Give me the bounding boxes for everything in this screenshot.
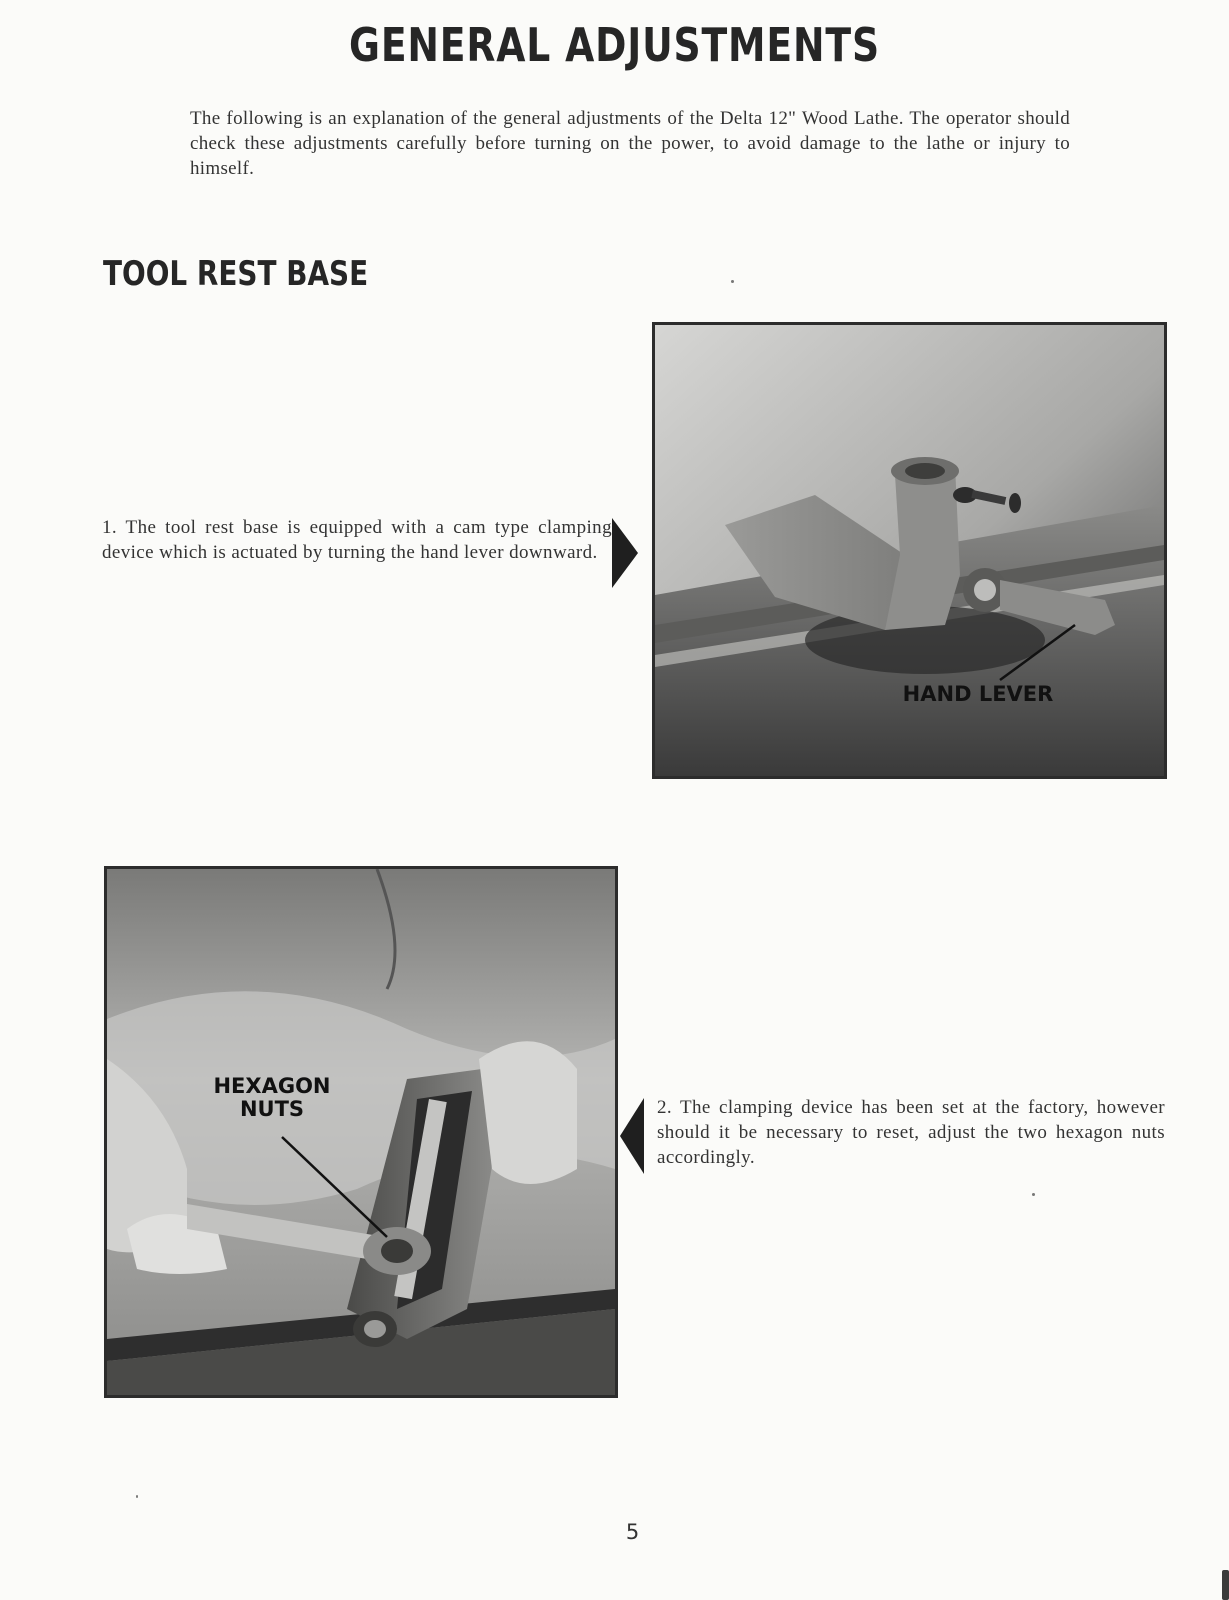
section-heading: TOOL REST BASE	[103, 254, 369, 294]
scan-speck	[1032, 1193, 1035, 1196]
hand-lever-callout: HAND LEVER	[902, 682, 1054, 706]
scan-speck	[731, 280, 734, 283]
arrow-left-icon	[620, 1098, 644, 1174]
intro-paragraph: The following is an explanation of the general adjustments of the Delta 12" Wood Lathe. The operator should check these adjustments carefully before turning on the power, to avoid damage to the lathe or injury to himself.	[190, 108, 1070, 179]
step-1-text: 1. The tool rest base is equipped with a cam type clamping device which is actuated by turning the hand lever downward.	[102, 517, 612, 563]
arrow-right-icon	[612, 518, 638, 588]
scan-edge-mark	[1222, 1570, 1229, 1600]
hexagon-nuts-callout	[207, 1075, 337, 1121]
hexagon-nuts-photo	[104, 866, 618, 1398]
hexagon-callout-line: HEXAGON	[213, 1074, 331, 1098]
page-title: GENERAL ADJUSTMENTS	[349, 18, 880, 72]
scan-speck	[136, 1495, 138, 1498]
page-number: 5	[625, 1520, 640, 1544]
step-2-text: 2. The clamping device has been set at the factory, however should it be necessary to reset, adjust the two hexagon nuts accordingly.	[657, 1097, 1165, 1168]
tool-rest-base-photo	[652, 322, 1167, 779]
nuts-callout-line: NUTS	[239, 1097, 305, 1121]
